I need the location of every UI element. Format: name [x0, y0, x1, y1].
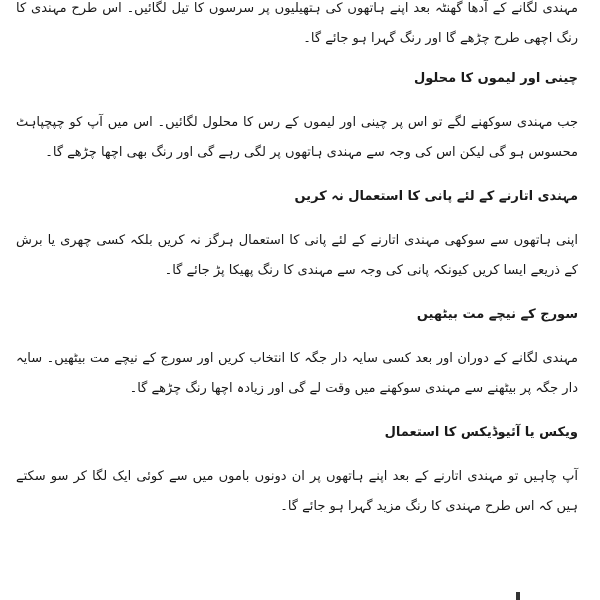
- section-heading-no-sun: سورج کے نیچے مت بیٹھیں: [416, 307, 578, 322]
- section-body-sugar-lemon: جب مہندی سوکھنے لگے تو اس پر چینی اور لیموں کے رس کا محلول لگائیں۔ اس میں آپ کو چپچپاہٹ محسوس ہو گی لیکن اس کی وجہ سے مہندی ہاتھوں پر لگی رہے گی اور رنگ بھی اچھا چڑھے گا۔: [16, 115, 578, 160]
- page-edge-mark: [516, 592, 520, 600]
- section-body-vicks: آپ چاہیں تو مہندی اتارنے کے بعد اپنے ہاتھوں پر ان دونوں باموں میں سے کوئی ایک لگا کر سو سکتے ہیں کہ اس طرح مہندی کا رنگ مزید گہرا ہو جائے گا۔: [16, 469, 578, 514]
- section-body-no-water: اپنی ہاتھوں سے سوکھی مہندی اتارنے کے لئے پانی کا استعمال ہرگز نہ کریں بلکہ کسی چھری یا برش کے ذریعے ایسا کریں کیونکہ پانی کی وجہ سے مہندی کا رنگ پھیکا پڑ جائے گا۔: [16, 233, 578, 278]
- section-heading-sugar-lemon: چینی اور لیموں کا محلول: [413, 71, 578, 86]
- section-body-no-sun: مہندی لگانے کے دوران اور بعد کسی سایہ دار جگہ کا انتخاب کریں اور سورج کے نیچے مت بیٹھیں۔ سایہ دار جگہ پر بیٹھنے سے مہندی سوکھنے میں وقت لے گی اور زیادہ اچھا رنگ چڑھے گا۔: [16, 351, 578, 396]
- section-heading-vicks: ویکس یا آئیوڈیکس کا استعمال: [384, 425, 578, 440]
- intro-paragraph: مہندی لگانے کے آدھا گھنٹہ بعد اپنے ہاتھوں کی ہتھیلیوں پر سرسوں کا تیل لگائیں۔ اس طرح مہندی کا رنگ اچھی طرح چڑھے گا اور رنگ گہرا ہو جائے گا۔: [16, 1, 578, 46]
- section-heading-no-water: مہندی اتارنے کے لئے پانی کا استعمال نہ کریں: [294, 189, 578, 204]
